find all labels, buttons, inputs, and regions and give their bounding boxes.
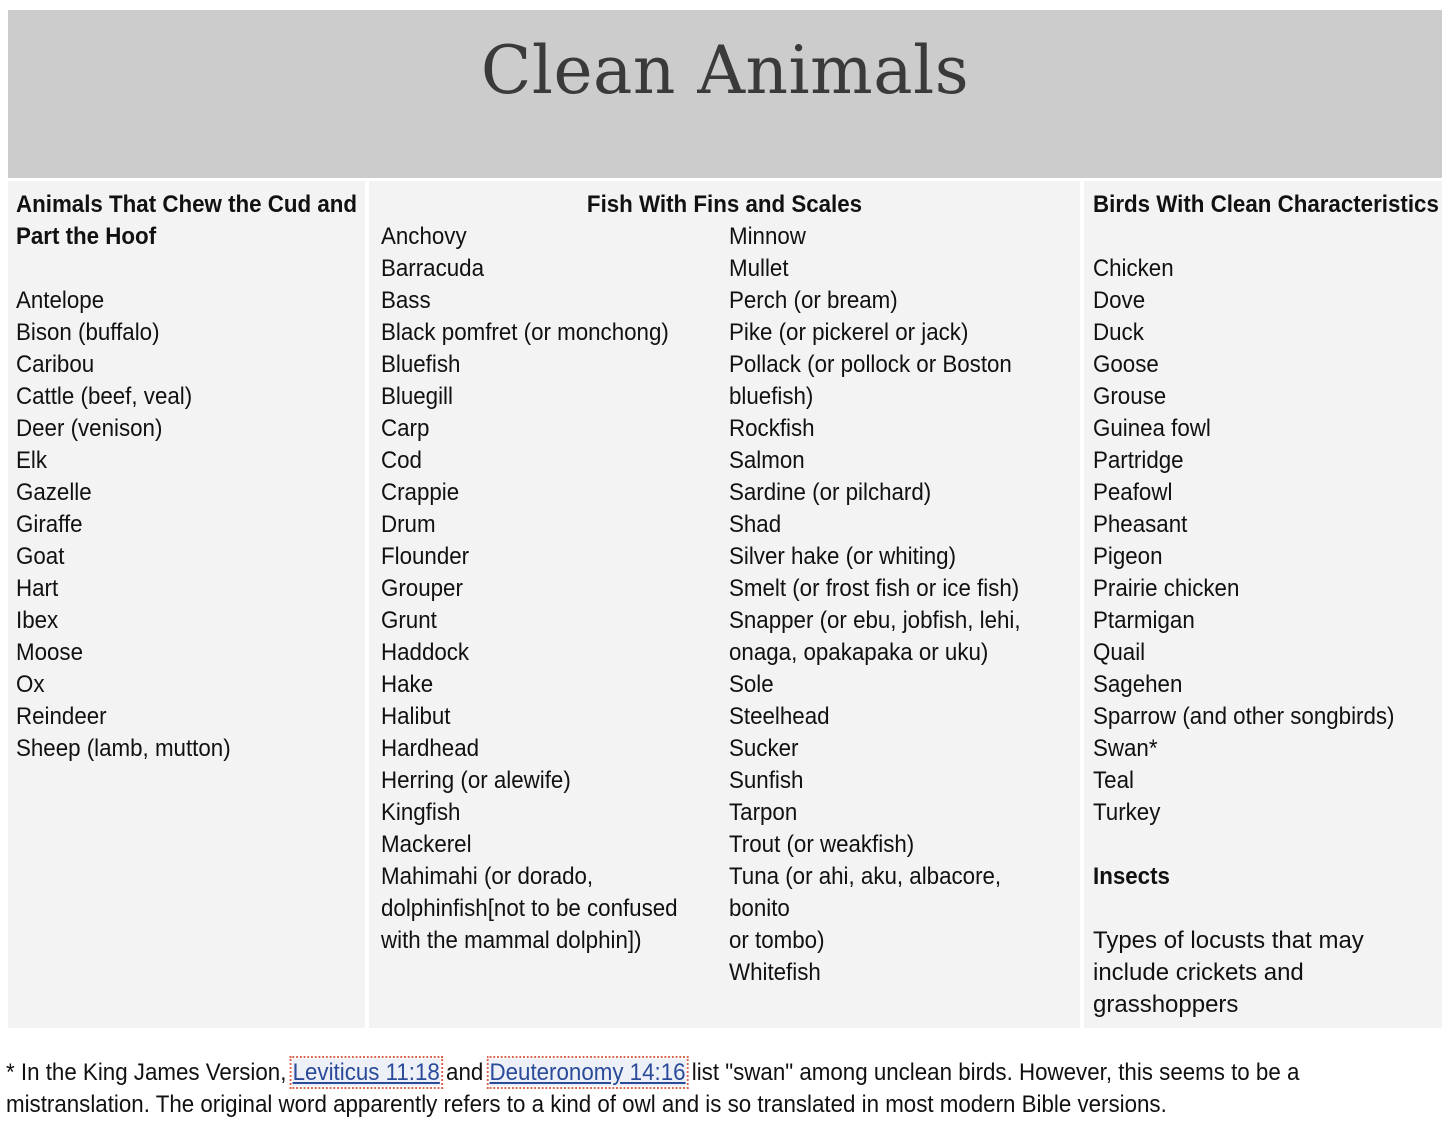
fish-item: Steelhead: [729, 703, 830, 730]
fish-item: onaga, opakapaka or uku): [729, 639, 989, 666]
fish-item: Smelt (or frost fish or ice fish): [729, 575, 1020, 602]
land-animals-list: [16, 285, 365, 765]
fish-item: Kingfish: [381, 799, 461, 826]
land-animal-item: Giraffe: [16, 511, 83, 538]
fish-item: Trout (or weakfish): [729, 831, 915, 858]
bird-item: Ptarmigan: [1093, 607, 1195, 634]
fish-item: Sucker: [729, 735, 799, 762]
birds-column: [1084, 181, 1442, 1028]
fish-item: Tarpon: [729, 799, 798, 826]
bird-item: Peafowl: [1093, 479, 1173, 506]
fish-item: Tuna (or ahi, aku, albacore,: [729, 863, 1002, 890]
fish-item: or tombo): [729, 927, 825, 954]
fish-list-a: [381, 221, 700, 957]
bird-item: Pheasant: [1093, 511, 1188, 538]
fish-header: Fish With Fins and Scales: [586, 191, 863, 218]
title-banner: [8, 10, 1442, 178]
land-animal-item: Ibex: [16, 607, 59, 634]
fish-item: Salmon: [729, 447, 805, 474]
fish-item: Barracuda: [381, 255, 484, 282]
fish-item: Hake: [381, 671, 434, 698]
fish-item: Mahimahi (or dorado,: [381, 863, 594, 890]
insects-header: Insects: [1093, 863, 1170, 890]
bird-item: Guinea fowl: [1093, 415, 1211, 442]
land-animal-item: Ox: [16, 671, 45, 698]
fish-item: Cod: [381, 447, 422, 474]
fish-item: Mackerel: [381, 831, 472, 858]
bird-item: Teal: [1093, 767, 1134, 794]
bird-item: Sagehen: [1093, 671, 1183, 698]
bird-item: Duck: [1093, 319, 1144, 346]
land-animal-item: Sheep (lamb, mutton): [16, 735, 231, 762]
fish-list-b: [729, 221, 1043, 989]
fish-item: Hardhead: [381, 735, 480, 762]
fish-item: Flounder: [381, 543, 470, 570]
land-animals-header: Animals That Chew the Cud and Part the Hoof: [16, 191, 358, 250]
fish-item: Perch (or bream): [729, 287, 898, 314]
fish-item: Crappie: [381, 479, 460, 506]
birds-list: [1093, 253, 1442, 829]
fish-item: Silver hake (or whiting): [729, 543, 957, 570]
deuteronomy-link[interactable]: Deuteronomy 14:16: [489, 1059, 686, 1086]
bird-item: Quail: [1093, 639, 1146, 666]
land-animal-item: Elk: [16, 447, 48, 474]
page-title: Clean Animals: [480, 32, 970, 109]
land-animal-item: Caribou: [16, 351, 95, 378]
fish-item: Bluefish: [381, 351, 461, 378]
bird-item: Prairie chicken: [1093, 575, 1240, 602]
bird-item: Partridge: [1093, 447, 1184, 474]
fish-item: Bass: [381, 287, 431, 314]
land-animal-item: Hart: [16, 575, 59, 602]
fish-item: Rockfish: [729, 415, 815, 442]
fish-item: Sardine (or pilchard): [729, 479, 932, 506]
bird-item: Grouse: [1093, 383, 1167, 410]
birds-header: Birds With Clean Characteristics: [1093, 191, 1439, 218]
bird-item: Swan*: [1093, 735, 1158, 762]
fish-item: dolphinfish[not to be confused: [381, 895, 678, 922]
fish-item: Whitefish: [729, 959, 821, 986]
fish-item: Halibut: [381, 703, 451, 730]
bird-item: Goose: [1093, 351, 1159, 378]
fish-item: Snapper (or ebu, jobfish, lehi,: [729, 607, 1021, 634]
bird-item: Sparrow (and other songbirds): [1093, 703, 1395, 730]
footnote: * In the King James Version, Leviticus 11:18 and Deuteronomy 14:16 list "swan" among unclean birds. However, this seems to be a mistranslation. The original word apparently refers to a kind of owl and is so translated in most modern Bible versions.: [6, 1059, 1300, 1118]
fish-item: bluefish): [729, 383, 814, 410]
land-animal-item: Reindeer: [16, 703, 107, 730]
land-animal-item: Gazelle: [16, 479, 92, 506]
leviticus-link[interactable]: Leviticus 11:18: [292, 1059, 440, 1086]
fish-item: Anchovy: [381, 223, 467, 250]
fish-item: Black pomfret (or monchong): [381, 319, 669, 346]
fish-item: Minnow: [729, 223, 806, 250]
insects-text: Types of locusts that may include crickets and grasshoppers: [1093, 927, 1364, 1018]
fish-item: with the mammal dolphin]): [381, 927, 642, 954]
fish-item: Bluegill: [381, 383, 453, 410]
fish-item: Pollack (or pollock or Boston: [729, 351, 1012, 378]
bird-item: Dove: [1093, 287, 1146, 314]
bird-item: Pigeon: [1093, 543, 1163, 570]
fish-item: Grouper: [381, 575, 463, 602]
fish-column: [369, 181, 1080, 1028]
fish-item: Haddock: [381, 639, 470, 666]
fish-item: Mullet: [729, 255, 789, 282]
fish-item: Pike (or pickerel or jack): [729, 319, 969, 346]
land-animals-column: [8, 181, 365, 1028]
bird-item: Turkey: [1093, 799, 1161, 826]
fish-item: Herring (or alewife): [381, 767, 571, 794]
land-animal-item: Cattle (beef, veal): [16, 383, 193, 410]
bird-item: Chicken: [1093, 255, 1174, 282]
land-animal-item: Goat: [16, 543, 65, 570]
fish-item: Carp: [381, 415, 430, 442]
land-animal-item: Antelope: [16, 287, 105, 314]
land-animal-item: Bison (buffalo): [16, 319, 160, 346]
fish-item: Sunfish: [729, 767, 804, 794]
fish-item: Sole: [729, 671, 774, 698]
fish-item: Drum: [381, 511, 436, 538]
fish-item: Shad: [729, 511, 782, 538]
fish-item: bonito: [729, 895, 790, 922]
fish-item: Grunt: [381, 607, 437, 634]
land-animal-item: Deer (venison): [16, 415, 163, 442]
land-animal-item: Moose: [16, 639, 84, 666]
